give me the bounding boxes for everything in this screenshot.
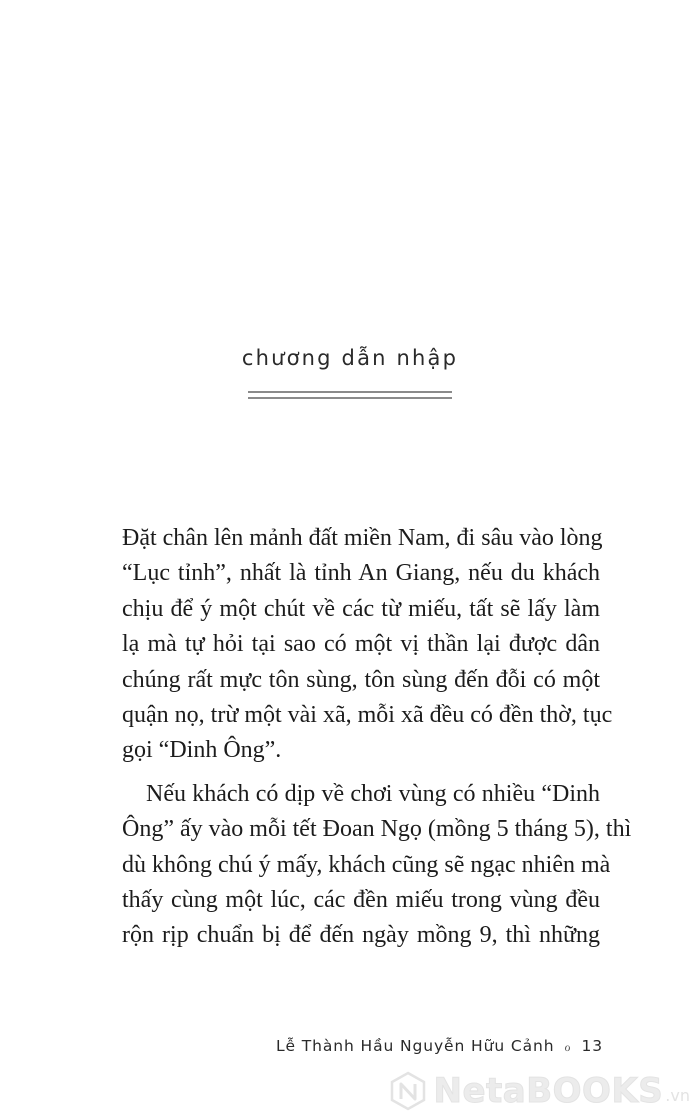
- text-line: lạ mà tự hỏi tại sao có một vị thần lại được dân: [122, 631, 600, 658]
- running-title: Lễ Thành Hầu Nguyễn Hữu Cảnh: [275, 1037, 555, 1055]
- footer-ornament-icon: ℴ: [564, 1039, 572, 1055]
- text-line: gọi “Dinh Ông”.: [122, 737, 282, 764]
- text-line: Đặt chân lên mảnh đất miền Nam, đi sâu vào lòng: [122, 525, 603, 551]
- paragraph-2: [122, 777, 632, 954]
- text-line: “Lục tỉnh”, nhất là tỉnh An Giang, nếu du khách: [122, 560, 600, 587]
- watermark: [388, 1071, 690, 1111]
- running-footer: [276, 1037, 603, 1055]
- text-line: Nếu khách có dịp về chơi vùng có nhiều “Dinh: [146, 780, 600, 807]
- chapter-title: chương dẫn nhập: [241, 346, 459, 370]
- text-line: quận nọ, trừ một vài xã, mỗi xã đều có đền thờ, tục: [122, 702, 613, 729]
- text-line: chịu để ý một chút về các từ miếu, tất sẽ lấy làm: [122, 595, 600, 622]
- text-line: chúng rất mực tôn sùng, tôn sùng đến đỗi có một: [122, 666, 600, 693]
- text-line: Ông” ấy vào mỗi tết Đoan Ngọ (mồng 5 tháng 5), thì: [122, 816, 632, 843]
- chapter-title-rule-top: [248, 391, 452, 393]
- page-number: 13: [581, 1037, 603, 1055]
- watermark-brand: NetaBOOKS: [433, 1071, 664, 1111]
- chapter-title-rule-bottom: [248, 397, 452, 399]
- text-line: rộn rịp chuẩn bị để đến ngày mồng 9, thì những: [122, 922, 600, 949]
- text-line: dù không chú ý mấy, khách cũng sẽ ngạc nhiên mà: [122, 851, 611, 878]
- body-text: [122, 521, 632, 954]
- netabooks-logo-icon: [388, 1071, 428, 1111]
- paragraph-1: [122, 521, 613, 769]
- watermark-suffix: .vn: [665, 1086, 690, 1105]
- text-line: thấy cùng một lúc, các đền miếu trong vùng đều: [122, 887, 600, 914]
